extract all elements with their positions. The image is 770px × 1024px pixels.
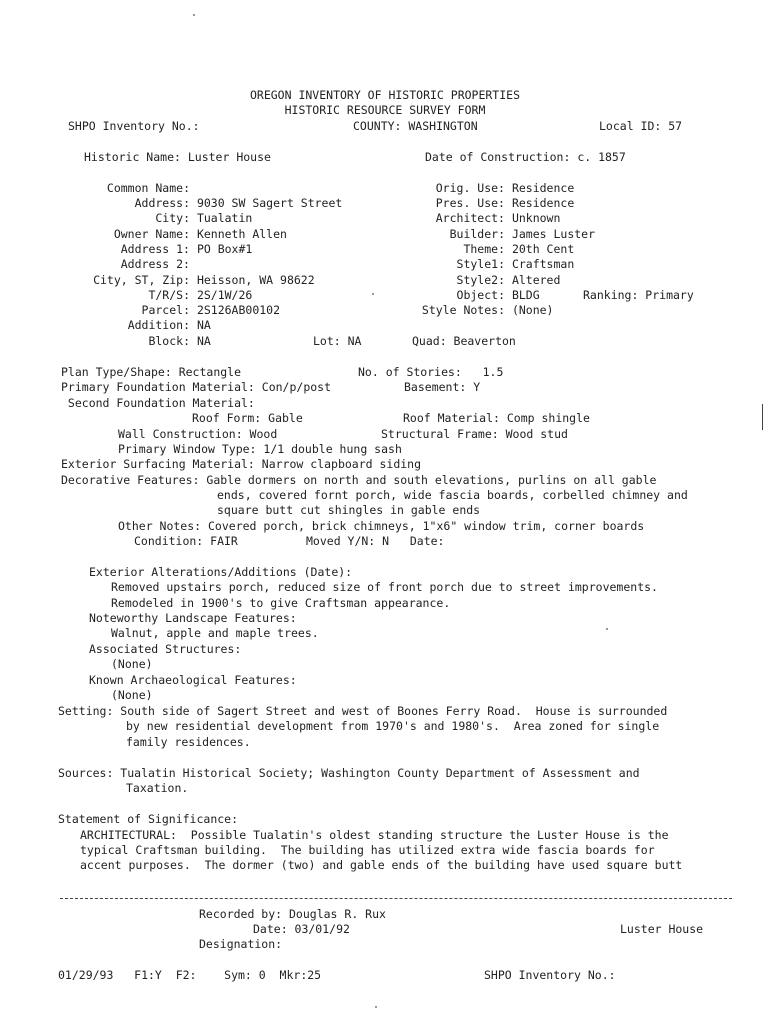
significance-heading: Statement of Significance: [58,812,239,826]
sources: Sources: Tualatin Historical Society; Washington County Department of Assessment and [58,766,640,780]
field-value: 20th Cent [511,242,575,256]
sources-cont: Taxation. [126,781,189,795]
field-builder [350,227,595,242]
roof-form: Roof Form: Gable [192,411,303,425]
field-value: Heisson, WA 98622 [196,273,315,287]
landscape-heading: Noteworthy Landscape Features: [89,611,297,625]
designation: Designation: [199,937,283,951]
field-value: PO Box#1 [196,242,253,256]
archaeological-heading: Known Archaeological Features: [89,673,297,687]
significance-text: accent purposes. The dormer (two) and gable ends of the building have used square butt [80,858,683,872]
field-value: Tualatin [196,211,253,225]
archaeological-text: (None) [111,688,153,702]
field-parcel [35,303,280,318]
scan-speck [375,1006,377,1008]
decorative-features-cont: square butt cut shingles in gable ends [217,503,481,517]
field-label: Builder: [449,227,505,241]
field-object [350,288,540,303]
historic-name: Historic Name: Luster House [84,150,271,164]
field-orig-use [350,181,574,196]
field-label: Orig. Use: [435,181,505,195]
form-title: OREGON INVENTORY OF HISTORIC PROPERTIES [249,88,521,102]
field-architect [350,211,560,226]
field-city [35,211,252,226]
field-address [35,196,342,211]
shpo-inventory-label: SHPO Inventory No.: [68,119,200,133]
field-owner-name [35,227,287,242]
setting: Setting: South side of Sagert Street and west of Boones Ferry Road. House is surrounded [58,704,668,718]
field-trs [35,288,252,303]
alterations-text: Removed upstairs porch, reduced size of front porch due to street improvements. [111,580,658,594]
field-label: Address: [134,196,190,210]
wall-construction: Wall Construction: Wood [118,427,278,441]
setting-cont: by new residential development from 1970's and 1980's. Area zoned for single [126,719,660,733]
field-lot: Lot: NA [313,334,362,348]
date-of-construction: Date of Construction: c. 1857 [425,150,626,164]
moved: Moved Y/N: N Date: [306,534,445,548]
significance-text: typical Craftsman building. The building has utilized extra wide fascia boards for [80,843,655,857]
record-codes: 01/29/93 F1:Y F2: Sym: 0 Mkr:25 [58,968,322,982]
field-value: (None) [511,303,554,317]
shpo-inventory-footer: SHPO Inventory No.: [484,968,616,982]
field-value: 9030 SW Sagert Street [196,196,343,210]
field-label: Address 2: [120,257,190,271]
field-value: NA [196,318,211,332]
field-value: 2S126AB00102 [196,303,281,317]
field-label: Owner Name: [113,227,190,241]
field-style-notes [350,303,553,318]
second-foundation: Second Foundation Material: [61,396,255,410]
field-value: BLDG [511,288,540,302]
plan-type: Plan Type/Shape: Rectangle [61,365,242,379]
scan-mark [762,404,763,430]
field-label: Block: [148,334,190,348]
field-value: Residence [511,196,575,210]
field-label: Object: [456,288,505,302]
alterations-text: Remodeled in 1900's to give Craftsman appearance. [111,596,451,610]
recorded-date: Date: 03/01/92 [253,922,350,936]
field-city-st-zip [35,273,315,288]
scan-speck [193,14,195,16]
roof-material: Roof Material: Comp shingle [403,411,590,425]
field-value: Unknown [511,211,561,225]
landscape-text: Walnut, apple and maple trees. [111,626,319,640]
field-value: Craftsman [511,257,575,271]
field-style1 [350,257,574,272]
primary-window-type: Primary Window Type: 1/1 double hung sash [118,442,402,456]
ranking: Ranking: Primary [583,288,694,302]
field-label: Style2: [456,273,505,287]
field-label: Architect: [435,211,505,225]
associated-structures-text: (None) [111,657,153,671]
decorative-features: Decorative Features: Gable dormers on north and south elevations, purlins on all gable [61,473,657,487]
resource-name-footer: Luster House [620,922,704,936]
field-pres-use [350,196,574,211]
field-block [35,334,211,349]
dashed-divider [60,898,732,899]
field-label: City, ST, Zip: [93,273,190,287]
field-address-2 [35,257,197,272]
field-value: Altered [511,273,561,287]
setting-cont: family residences. [126,735,251,749]
basement: Basement: Y [404,380,481,394]
significance-text: ARCHITECTURAL: Possible Tualatin's oldest standing structure the Luster House is the [80,828,669,842]
field-value: NA [196,334,211,348]
other-notes: Other Notes: Covered porch, brick chimneys, 1"x6" window trim, corner boards [118,519,645,533]
field-value: James Luster [511,227,596,241]
field-label: T/R/S: [148,288,190,302]
field-label: Theme: [463,242,505,256]
field-label: Pres. Use: [435,196,505,210]
field-value: Residence [511,181,575,195]
decorative-features-cont: ends, covered fornt porch, wide fascia boards, corbelled chimney and [217,488,688,502]
field-common-name [35,181,197,196]
primary-foundation: Primary Foundation Material: Con/p/post [61,380,332,394]
form-subtitle: HISTORIC RESOURCE SURVEY FORM [284,103,486,117]
field-style2 [350,273,560,288]
field-address-1 [35,242,252,257]
field-theme [350,242,574,257]
no-of-stories: No. of Stories: 1.5 [358,365,504,379]
exterior-surfacing: Exterior Surfacing Material: Narrow clapboard siding [61,457,422,471]
local-id: Local ID: 57 [599,119,683,133]
quad: Quad: Beaverton [412,334,516,348]
county: COUNTY: WASHINGTON [353,119,478,133]
condition: Condition: FAIR [134,534,238,548]
alterations-heading: Exterior Alterations/Additions (Date): [89,565,353,579]
field-addition [35,318,211,333]
field-label: Addition: [127,318,190,332]
recorded-by: Recorded by: Douglas R. Rux [199,907,386,921]
scan-speck [372,293,374,295]
field-label: Style1: [456,257,505,271]
field-label: City: [155,211,190,225]
field-label: Address 1: [120,242,190,256]
field-label: Parcel: [141,303,190,317]
scan-speck [606,628,608,630]
associated-structures-heading: Associated Structures: [89,642,242,656]
structural-frame: Structural Frame: Wood stud [381,427,568,441]
field-value: 2S/1W/26 [196,288,253,302]
field-label: Style Notes: [421,303,505,317]
field-label: Common Name: [106,181,190,195]
field-value: Kenneth Allen [196,227,287,241]
